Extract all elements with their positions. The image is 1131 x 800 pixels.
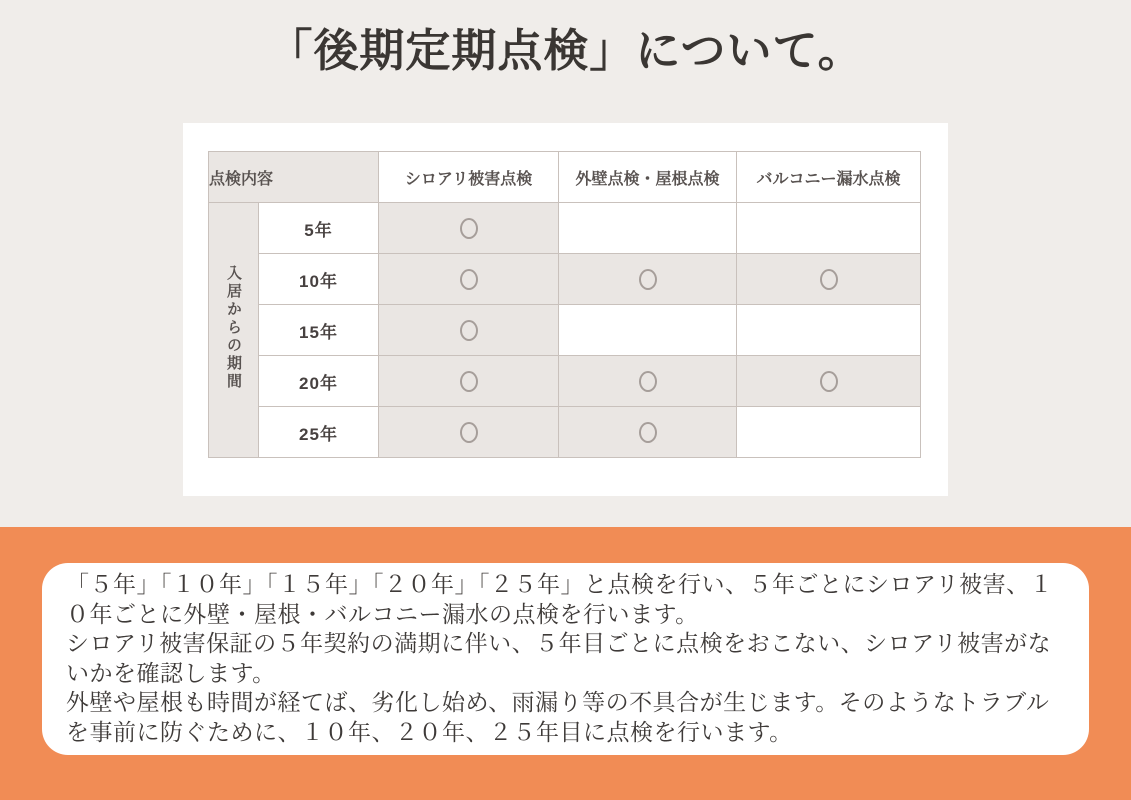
inspection-schedule-table bbox=[208, 151, 921, 458]
mark-cell bbox=[379, 356, 559, 407]
description-paragraph: 外壁や屋根も時間が経てば、劣化し始め、雨漏り等の不具合が生じます。そのようなトラブルを事前に防ぐために、１０年、２０年、２５年目に点検を行います。 bbox=[66, 689, 1050, 745]
circle-mark-icon bbox=[460, 422, 478, 443]
circle-mark-icon bbox=[460, 320, 478, 341]
table-row bbox=[209, 305, 921, 356]
mark-cell bbox=[737, 356, 921, 407]
row-group-label: 入居からの期間 bbox=[225, 264, 242, 391]
mark-cell bbox=[379, 407, 559, 458]
circle-mark-icon bbox=[460, 371, 478, 392]
empty-cell bbox=[737, 305, 921, 356]
page-title: 「後期定期点検」について。 bbox=[267, 25, 864, 76]
circle-mark-icon bbox=[460, 269, 478, 290]
table-row bbox=[209, 254, 921, 305]
circle-mark-icon bbox=[639, 269, 657, 290]
description-box bbox=[42, 563, 1089, 755]
column-header-balcony: バルコニー漏水点検 bbox=[737, 152, 921, 203]
circle-mark-icon bbox=[820, 269, 838, 290]
empty-cell bbox=[737, 203, 921, 254]
table-row bbox=[209, 203, 921, 254]
mark-cell bbox=[559, 254, 737, 305]
circle-mark-icon bbox=[460, 218, 478, 239]
year-label: 15年 bbox=[259, 305, 379, 356]
column-header-shiroari: シロアリ被害点検 bbox=[379, 152, 559, 203]
mark-cell bbox=[379, 254, 559, 305]
year-label: 5年 bbox=[259, 203, 379, 254]
circle-mark-icon bbox=[639, 371, 657, 392]
mark-cell bbox=[559, 356, 737, 407]
year-label: 10年 bbox=[259, 254, 379, 305]
table-header-row bbox=[209, 152, 921, 203]
table-corner-header: 点検内容 bbox=[209, 152, 379, 203]
table-panel bbox=[183, 123, 948, 496]
column-header-gaiheki: 外壁点検・屋根点検 bbox=[559, 152, 737, 203]
table-row bbox=[209, 356, 921, 407]
empty-cell bbox=[559, 305, 737, 356]
table-body bbox=[209, 203, 921, 458]
year-label: 20年 bbox=[259, 356, 379, 407]
description-paragraph: 「５年」「１０年」「１５年」「２０年」「２５年」と点検を行い、５年ごとにシロアリ被害、１０年ごとに外壁・屋根・バルコニー漏水の点検を行います。 bbox=[66, 571, 1054, 627]
circle-mark-icon bbox=[820, 371, 838, 392]
mark-cell bbox=[379, 305, 559, 356]
mark-cell bbox=[737, 254, 921, 305]
mark-cell bbox=[559, 407, 737, 458]
mark-cell bbox=[379, 203, 559, 254]
empty-cell bbox=[737, 407, 921, 458]
circle-mark-icon bbox=[639, 422, 657, 443]
row-group-header bbox=[209, 203, 259, 458]
year-label: 25年 bbox=[259, 407, 379, 458]
table-row bbox=[209, 407, 921, 458]
empty-cell bbox=[559, 203, 737, 254]
description-section bbox=[0, 527, 1131, 800]
description-paragraph: シロアリ被害保証の５年契約の満期に伴い、５年目ごとに点検をおこない、シロアリ被害がないかを確認します。 bbox=[66, 630, 1052, 686]
